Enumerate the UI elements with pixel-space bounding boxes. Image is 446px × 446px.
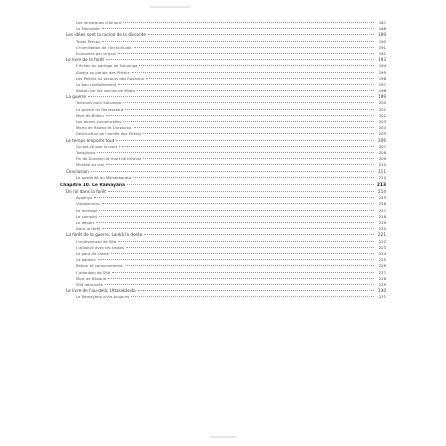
toc-entry-label: Retour et couronnement: [76, 263, 123, 269]
toc-leader-dots: [111, 253, 374, 254]
toc-entry-page-number: 216: [378, 201, 386, 207]
toc-leader-dots: [102, 203, 374, 204]
toc-leader-dots: [108, 191, 374, 192]
toc-entry-label: Le livre de l'au-delà, Uttarakânda: [66, 288, 136, 294]
toc-leader-dots: [125, 265, 374, 266]
toc-entry-page-number: 221: [378, 232, 386, 238]
toc-entry-page-number: 208: [378, 149, 386, 155]
toc-entry-label: Fin de Durankh et mort de Krishna: [76, 156, 142, 162]
toc-entry-label: Le complot: [76, 213, 97, 219]
toc-entry-page-number: 203: [378, 119, 386, 124]
toc-entry-page-number: 197: [378, 81, 386, 87]
toc-leader-dots: [143, 158, 374, 159]
toc-leader-dots: [133, 177, 374, 178]
toc-entry-page-number: 223: [378, 244, 386, 250]
toc-leader-dots: [148, 34, 374, 35]
toc-leader-dots: [118, 53, 374, 54]
toc-entry-page-number: 206: [378, 137, 386, 143]
toc-entry-label: Dans la forêt: [76, 226, 101, 232]
toc-leader-dots: [118, 241, 374, 242]
toc-entry-label: Le Râmayâna vivra toujours: [76, 294, 130, 300]
toc-leader-dots: [127, 184, 374, 185]
toc-entry[interactable]: [60, 294, 386, 300]
toc-entry-page-number: 194: [378, 63, 386, 69]
toc-entry-label: La bataille: [76, 257, 96, 263]
toc-entry-page-number: 188: [378, 26, 386, 32]
toc-entry-page-number: 229: [378, 281, 386, 287]
toc-entry-label: Un roi dans la forêt: [66, 189, 107, 195]
toc-entry-page-number: 187: [378, 20, 386, 25]
toc-entry-label: Montée au ciel: [76, 162, 104, 168]
toc-entry-label: Le départ: [76, 220, 95, 225]
toc-leader-dots: [97, 152, 374, 153]
toc-entry-page-number: 195: [378, 69, 386, 75]
toc-entry-page-number: 205: [378, 131, 386, 137]
toc-entry-label: Tsuas Percou: [76, 38, 101, 44]
toc-entry-label: Qu'est-ce que la mort ?: [76, 143, 121, 149]
toc-entry-label: Les remarques d'Aïnora: [76, 20, 121, 25]
toc-entry-page-number: 222: [378, 238, 386, 244]
toc-entry-label: Les armes surnaturelles: [76, 119, 122, 124]
toc-entry-label: Le pont de Lankâ: [76, 250, 109, 256]
toc-leader-dots: [139, 65, 374, 66]
toc-leader-dots: [102, 28, 374, 29]
toc-leader-dots: [122, 146, 374, 147]
toc-entry-label: Le mariage: [76, 207, 98, 213]
toc-leader-dots: [112, 272, 374, 273]
toc-entry-label: Tonsphora: [76, 149, 96, 155]
toc-entry-page-number: 211: [378, 168, 386, 174]
toc-leader-dots: [108, 278, 374, 279]
toc-entry-label: Mort de Râvana: [76, 275, 106, 281]
toc-entry-page-number: 198: [378, 88, 386, 94]
toc-entry-page-number: 207: [378, 143, 386, 149]
toc-entry-page-number: 215: [378, 195, 386, 201]
toc-entry-label: Morts de Rawna et Ourpoona: [76, 125, 132, 131]
toc-entry-label: Destruction de l'armée des Phénix: [76, 131, 142, 137]
toc-leader-dots: [134, 127, 375, 128]
toc-entry-page-number: 210: [378, 162, 386, 168]
toc-entry-label: L'alliance avec les singes: [76, 244, 124, 250]
toc-entry-page-number: 220: [378, 226, 386, 232]
toc-leader-dots: [106, 115, 374, 116]
toc-entry-page-number: 219: [378, 220, 386, 225]
toc-entry-page-number: 193: [378, 57, 386, 63]
toc-entry-page-number: 191: [378, 44, 386, 50]
toc-entry-label: Le temps emporte tout: [66, 137, 115, 143]
toc-entry-page-number: 226: [378, 263, 386, 269]
toc-entry-page-number: 214: [378, 189, 386, 195]
toc-entry-page-number: 192: [378, 50, 386, 56]
toc-entry-page-number: 231: [378, 294, 386, 300]
toc-entry-label: La guerre du Rorrassetra: [76, 106, 124, 112]
toc-entry-page-number: 224: [378, 250, 386, 256]
toc-entry-label: L'humiliation de l'Archidruide: [76, 44, 132, 50]
toc-leader-dots: [137, 90, 374, 91]
toc-leader-dots: [88, 96, 374, 97]
toc-entry-label: Le bon ravitaillement: [76, 81, 117, 87]
toc-entry-page-number: 228: [378, 275, 386, 281]
toc-leader-dots: [123, 102, 374, 103]
toc-entry-page-number: 213: [376, 182, 386, 188]
toc-leader-dots: [106, 59, 374, 60]
toc-entry-label: La guerre: [66, 94, 86, 100]
toc-entry-label: L'enlèvement de Sîtâ: [76, 238, 117, 244]
toc-entry-page-number: 218: [378, 213, 386, 219]
toc-leader-dots: [123, 121, 374, 122]
toc-entry-page-number: 201: [378, 106, 386, 112]
toc-entry-label: Raison sur les vaches de Wiata: [76, 88, 135, 94]
toc-entry-page-number: 202: [378, 112, 386, 118]
toc-entry-page-number: 212: [378, 174, 386, 180]
toc-leader-dots: [143, 133, 374, 134]
toc-entry-label: La forêt de la guerre, Lankâ la dorée: [66, 232, 143, 238]
toc-leader-dots: [98, 259, 374, 260]
toc-leader-dots: [125, 109, 374, 110]
toc-entry-label: Sîtâ retrouvée: [76, 281, 103, 287]
toc-entry-label: Mort de Bhéon: [76, 112, 104, 118]
toc-entry-label: Ayodhya: [76, 195, 93, 201]
toc-entry-label: Économie par la paix: [76, 50, 116, 56]
toc-leader-dots: [102, 41, 374, 42]
page-footer-mark: [210, 436, 236, 438]
toc-leader-dots: [99, 210, 374, 211]
toc-leader-dots: [105, 284, 374, 285]
toc-leader-dots: [94, 197, 374, 198]
toc-entry-label: Vishwamitra: [76, 201, 100, 207]
toc-leader-dots: [138, 290, 374, 291]
toc-leader-dots: [116, 140, 374, 141]
toc-leader-dots: [126, 247, 374, 248]
toc-entry-label: Aïnora au parloir des Phénix: [76, 69, 130, 75]
toc-entry-label: Le Mausolée: [76, 26, 100, 32]
toc-entry-page-number: 204: [378, 125, 386, 131]
page-header-mark: [150, 6, 190, 8]
toc-entry[interactable]: [60, 175, 386, 181]
toc-leader-dots: [144, 234, 374, 235]
toc-leader-dots: [131, 296, 374, 297]
toc-entry-label: Chapitre 10. Le Râmayâna: [60, 182, 125, 188]
toc-entry-page-number: 225: [378, 257, 386, 263]
toc-entry-label: Conclusion: [66, 168, 89, 174]
toc-leader-dots: [96, 222, 374, 223]
toc-entry-page-number: 190: [378, 38, 386, 44]
toc-leader-dots: [99, 216, 374, 217]
toc-leader-dots: [123, 22, 374, 23]
toc-entry-page-number: 230: [378, 288, 386, 294]
toc-entry-page-number: 209: [378, 156, 386, 162]
toc-leader-dots: [132, 72, 374, 73]
toc-entry-page-number: 199: [378, 94, 386, 100]
toc-leader-dots: [146, 78, 374, 79]
toc-entry-page-number: 200: [378, 100, 386, 106]
toc-leader-dots: [106, 164, 374, 165]
toc-leader-dots: [102, 228, 374, 229]
toc-leader-dots: [134, 47, 375, 48]
toc-entry-page-number: 196: [378, 75, 386, 81]
toc-entry-label: Les idées sont la racine de la discorde: [66, 32, 146, 38]
toc-entry-label: Les Phénix au secours des Ravanna: [76, 75, 144, 81]
toc-entry-label: La postérité du Mahabharata: [76, 174, 132, 180]
toc-entry-label: L'échec du partage de Saluanga: [76, 63, 138, 69]
toc-entry-label: Le livre de la forêt: [66, 57, 105, 63]
toc-entry-page-number: 217: [378, 207, 386, 213]
toc-entry-label: Tensions pour Saluanga: [76, 100, 121, 106]
toc-entry-page-number: 189: [378, 32, 386, 38]
toc-leader-dots: [91, 171, 374, 172]
toc-entry-page-number: 227: [378, 269, 386, 275]
toc-entry-label: L'abandon de Sîtâ: [76, 269, 111, 275]
toc-leader-dots: [118, 84, 374, 85]
table-of-contents: [60, 20, 386, 300]
